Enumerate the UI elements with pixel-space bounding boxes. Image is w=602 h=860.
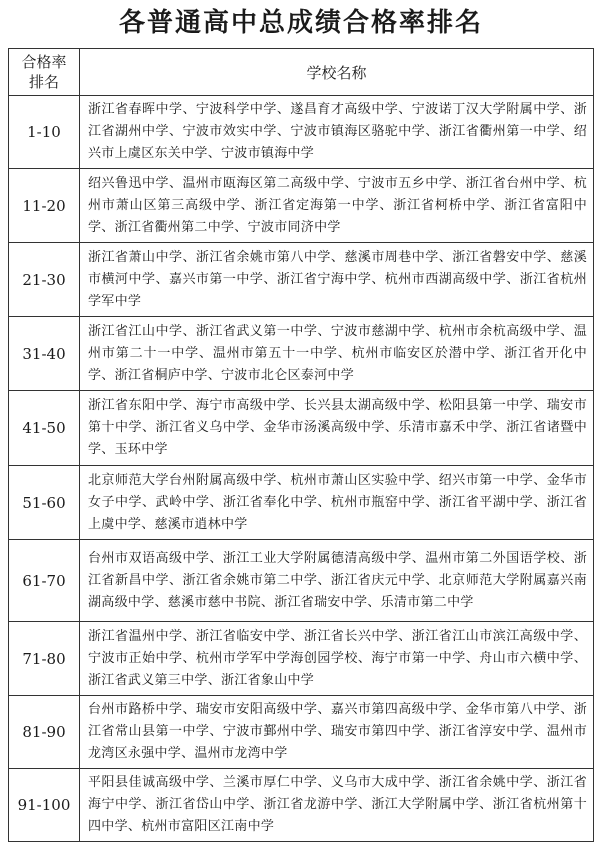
- rank-cell: 81-90: [9, 696, 80, 769]
- table-row: [9, 391, 594, 466]
- header-rank-line1: 合格率: [21, 53, 67, 71]
- rank-cell: 1-10: [9, 96, 80, 169]
- school-cell: 北京师范大学台州附属高级中学、杭州市萧山区实验中学、绍兴市第一中学、金华市女子中学、武岭中学、浙江省奉化中学、杭州市瓶窑中学、浙江省平湖中学、浙江省上虞中学、慈溪市逍林中学: [80, 466, 594, 540]
- school-cell: 平阳县佳诚高级中学、兰溪市厚仁中学、义乌市大成中学、浙江省余姚中学、浙江省海宁中学、浙江省岱山中学、浙江省龙游中学、浙江大学附属中学、浙江省杭州第十四中学、杭州市富阳区江南中学: [80, 769, 594, 842]
- rank-cell: 41-50: [9, 391, 80, 466]
- school-cell: 浙江省春晖中学、宁波科学中学、遂昌育才高级中学、宁波诺丁汉大学附属中学、浙江省湖州中学、宁波市效实中学、宁波市镇海区骆驼中学、浙江省衢州第一中学、绍兴市上虞区东关中学、宁波市镇海中学: [80, 96, 594, 169]
- header-school: 学校名称: [80, 49, 594, 96]
- ranking-table: [8, 48, 594, 842]
- school-cell: 绍兴鲁迅中学、温州市瓯海区第二高级中学、宁波市五乡中学、浙江省台州中学、杭州市萧山区第三高级中学、浙江省定海第一中学、浙江省柯桥中学、浙江省富阳中学、浙江省衢州第二中学、宁波市同济中学: [80, 169, 594, 243]
- table-row: [9, 540, 594, 622]
- header-rank: [9, 49, 80, 96]
- rank-cell: 21-30: [9, 243, 80, 317]
- table-row: [9, 169, 594, 243]
- rank-cell: 11-20: [9, 169, 80, 243]
- page-title: 各普通高中总成绩合格率排名: [118, 8, 483, 38]
- rank-cell: 31-40: [9, 317, 80, 391]
- school-cell: 浙江省萧山中学、浙江省余姚市第八中学、慈溪市周巷中学、浙江省磐安中学、慈溪市横河中学、嘉兴市第一中学、浙江省宁海中学、杭州市西湖高级中学、浙江省杭州学军中学: [80, 243, 594, 317]
- rank-cell: 91-100: [9, 769, 80, 842]
- rank-cell: 51-60: [9, 466, 80, 540]
- table-row: [9, 243, 594, 317]
- school-cell: 浙江省温州中学、浙江省临安中学、浙江省长兴中学、浙江省江山市滨江高级中学、宁波市正始中学、杭州市学军中学海创园学校、海宁市第一中学、舟山市六横中学、浙江省武义第三中学、浙江省象山中学: [80, 622, 594, 696]
- school-cell: 浙江省东阳中学、海宁市高级中学、长兴县太湖高级中学、松阳县第一中学、瑞安市第十中学、浙江省义乌中学、金华市汤溪高级中学、乐清市嘉禾中学、浙江省诸暨中学、玉环中学: [80, 391, 594, 466]
- school-cell: 浙江省江山中学、浙江省武义第一中学、宁波市慈湖中学、杭州市余杭高级中学、温州市第二十一中学、温州市第五十一中学、杭州市临安区於潜中学、浙江省开化中学、浙江省桐庐中学、宁波市北仑区泰河中学: [80, 317, 594, 391]
- header-rank-line2: 排名: [28, 73, 59, 91]
- table-row: [9, 317, 594, 391]
- table-row: [9, 696, 594, 769]
- rank-cell: 61-70: [9, 540, 80, 622]
- school-cell: 台州市双语高级中学、浙江工业大学附属德清高级中学、温州市第二外国语学校、浙江省新昌中学、浙江省余姚市第二中学、浙江省庆元中学、北京师范大学附属嘉兴南湖高级中学、慈溪市慈中书院、浙江省瑞安中学、乐清市第二中学: [80, 540, 594, 622]
- table-row: [9, 769, 594, 842]
- table-row: [9, 622, 594, 696]
- rank-cell: 71-80: [9, 622, 80, 696]
- school-cell: 台州市路桥中学、瑞安市安阳高级中学、嘉兴市第四高级中学、金华市第八中学、浙江省常山县第一中学、宁波市鄞州中学、瑞安市第四中学、浙江省淳安中学、温州市龙湾区永强中学、温州市龙湾中学: [80, 696, 594, 769]
- table-row: [9, 96, 594, 169]
- table-header-row: [9, 49, 594, 96]
- table-row: [9, 466, 594, 540]
